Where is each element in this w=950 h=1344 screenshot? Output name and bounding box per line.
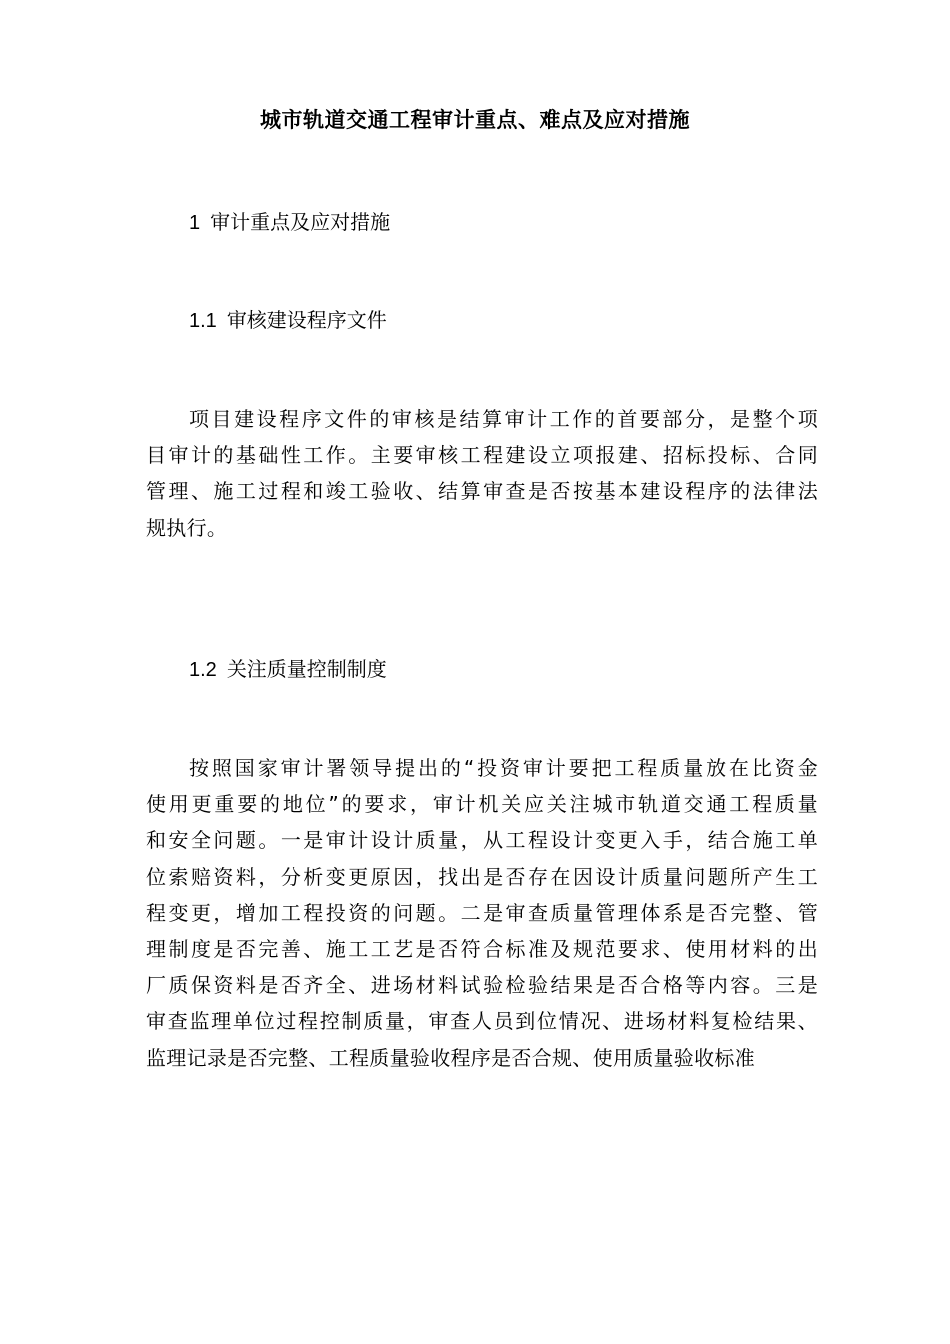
section-1-2-number: 1.2 [189, 659, 217, 681]
paragraph-line: 项目建设程序文件的审核是结算审计工作的首要部分，是整个项 [189, 407, 818, 431]
section-1-1-heading [189, 304, 387, 337]
paragraph-line: 管理、施工过程和竣工验收、结算审查是否按基本建设程序的法律法 [146, 479, 818, 504]
paragraph-line: 按照国家审计署领导提出的“投资审计要把工程质量放在比资金 [189, 756, 818, 780]
section-1-heading [189, 206, 390, 239]
section-1-1-paragraph [146, 401, 818, 546]
paragraph-line: 审查监理单位过程控制质量，审查人员到位情况、进场材料复检结果、 [146, 1009, 818, 1034]
paragraph-line: 目审计的基础性工作。主要审核工程建设立项报建、招标投标、合同 [146, 443, 818, 468]
paragraph-line: 监理记录是否完整、工程质量验收程序是否合规、使用质量验收标准 [146, 1045, 755, 1070]
paragraph-line: 理制度是否完善、施工工艺是否符合标准及规范要求、使用材料的出 [146, 937, 818, 962]
section-1-number: 1 [189, 212, 201, 234]
section-1-heading-text: 审计重点及应对措施 [210, 210, 391, 234]
paragraph-line: 使用更重要的地位”的要求，审计机关应关注城市轨道交通工程质量 [146, 792, 818, 817]
section-1-2-paragraph [146, 750, 818, 1076]
paragraph-line: 规执行。 [146, 515, 228, 540]
section-1-2-heading-text: 关注质量控制制度 [226, 657, 387, 681]
paragraph-line: 程变更，增加工程投资的问题。二是审查质量管理体系是否完整、管 [146, 900, 818, 925]
paragraph-line: 厂质保资料是否齐全、进场材料试验检验结果是否合格等内容。三是 [146, 973, 818, 998]
paragraph-line: 位索赔资料，分析变更原因，找出是否存在因设计质量问题所产生工 [146, 864, 818, 889]
document-title: 城市轨道交通工程审计重点、难点及应对措施 [260, 108, 690, 132]
section-1-1-number: 1.1 [189, 310, 217, 332]
section-1-2-heading [189, 653, 387, 686]
section-1-1-heading-text: 审核建设程序文件 [226, 308, 387, 332]
paragraph-line: 和安全问题。一是审计设计质量，从工程设计变更入手，结合施工单 [146, 828, 818, 853]
